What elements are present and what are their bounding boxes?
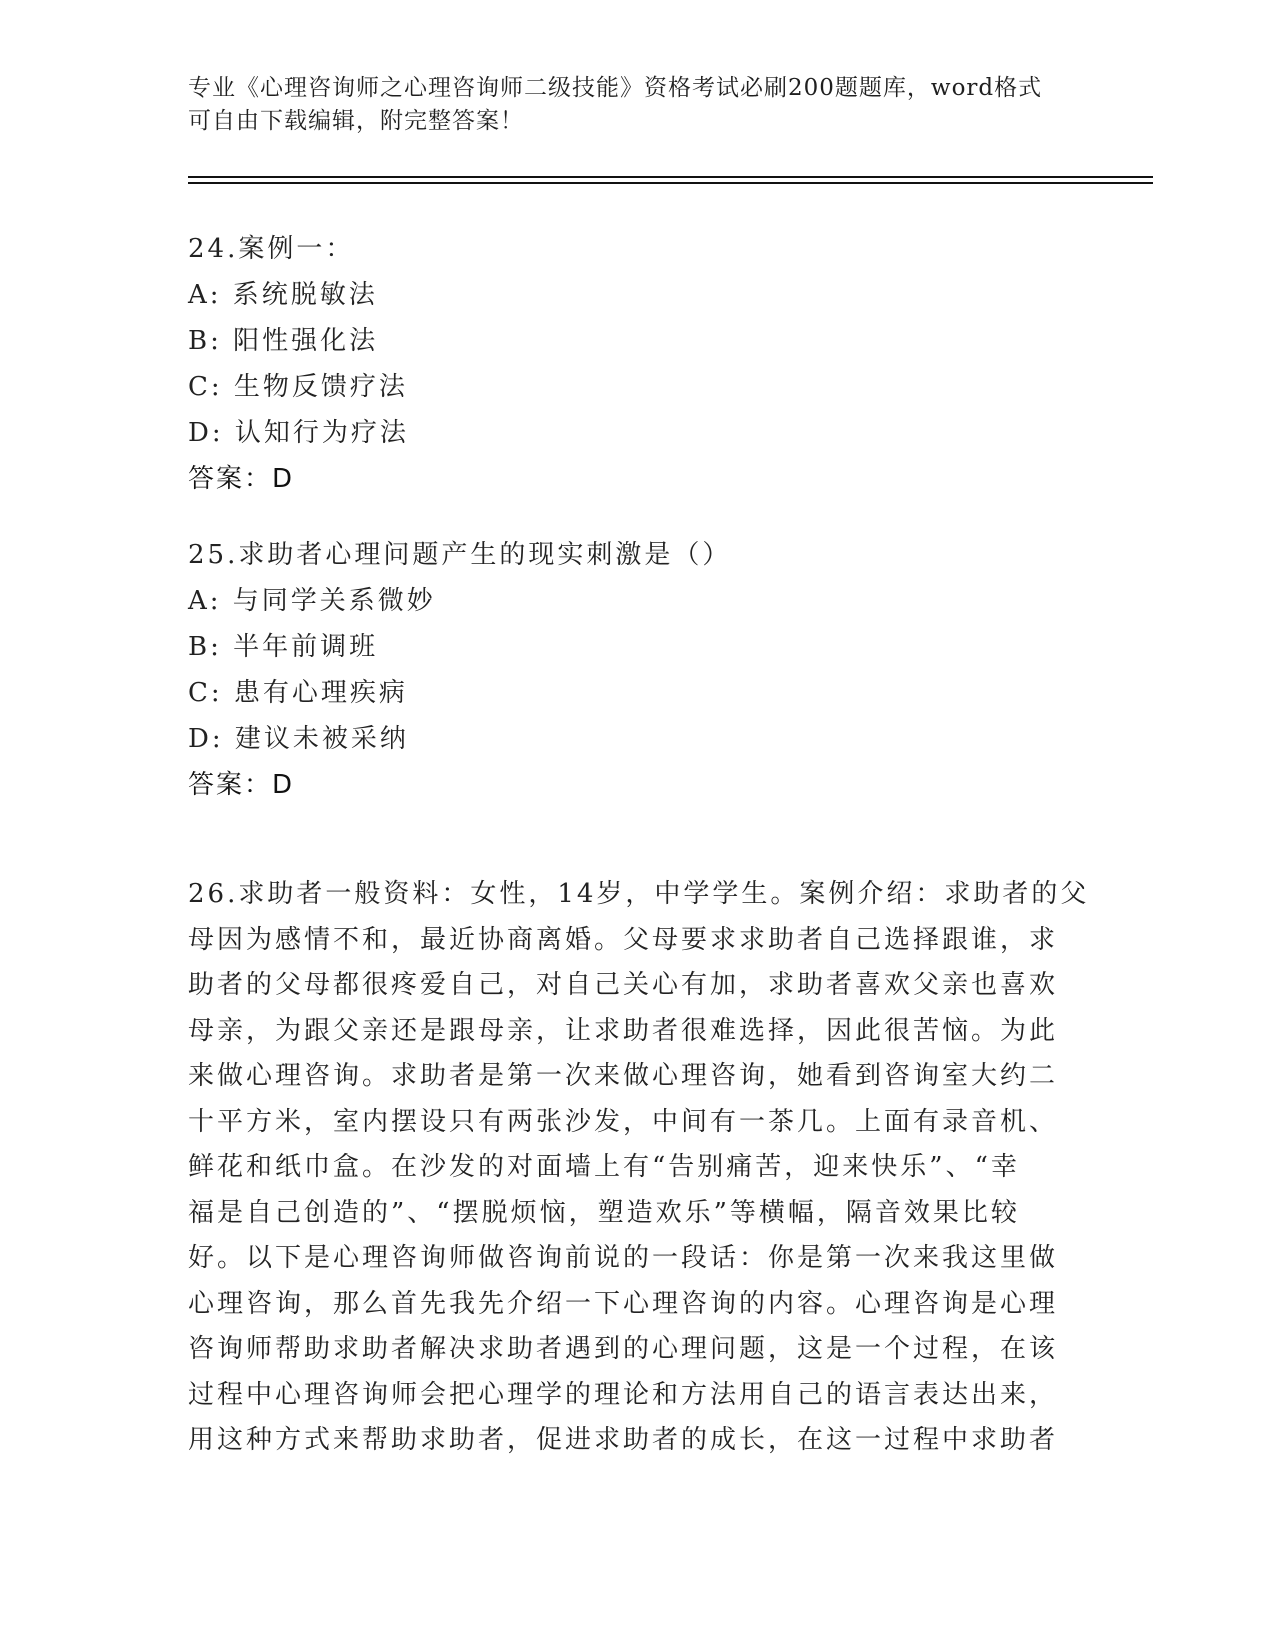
option-b: B: 半年前调班 bbox=[188, 632, 379, 662]
question-26-line: 母亲，为跟父亲还是跟母亲，让求助者很难选择，因此很苦恼。为此 bbox=[188, 1015, 1059, 1046]
option-b: B: 阳性强化法 bbox=[188, 326, 379, 356]
question-26-line: 咨询师帮助求助者解决求助者遇到的心理问题，这是一个过程，在该 bbox=[188, 1334, 1059, 1364]
option-d: D: 认知行为疗法 bbox=[188, 418, 409, 448]
question-26-line: 用这种方式来帮助求助者，促进求助者的成长，在这一过程中求助者 bbox=[188, 1425, 1059, 1455]
header-rule-bottom bbox=[188, 182, 1153, 184]
option-a: A: 与同学关系微妙 bbox=[188, 586, 436, 616]
question-26-line: 鲜花和纸巾盒。在沙发的对面墙上有“告别痛苦，迎来快乐”、“幸 bbox=[188, 1152, 1020, 1182]
question-26-line: 福是自己创造的”、“摆脱烦恼，塑造欢乐”等横幅，隔音效果比较 bbox=[188, 1197, 1020, 1228]
question-26-line: 心理咨询，那么首先我先介绍一下心理咨询的内容。心理咨询是心理 bbox=[188, 1288, 1059, 1319]
option-a: A: 系统脱敏法 bbox=[188, 280, 378, 310]
option-c: C: 患有心理疾病 bbox=[188, 678, 408, 708]
question-26-line: 26.求助者一般资料：女性，14岁，中学学生。案例介绍：求助者的父 bbox=[188, 879, 1090, 909]
question-25 bbox=[188, 532, 1088, 808]
question-26 bbox=[188, 872, 1090, 1464]
question-stem: 25.求助者心理问题产生的现实刺激是（） bbox=[188, 540, 732, 570]
question-24 bbox=[188, 226, 1088, 502]
document-header bbox=[188, 72, 1078, 138]
option-c: C: 生物反馈疗法 bbox=[188, 372, 408, 402]
header-rule-top bbox=[188, 176, 1153, 178]
question-26-line: 母因为感情不和，最近协商离婚。父母要求求助者自己选择跟谁，求 bbox=[188, 924, 1059, 955]
header-line-2: 可自由下载编辑，附完整答案！ bbox=[188, 108, 524, 134]
question-26-line: 助者的父母都很疼爱自己，对自己关心有加，求助者喜欢父亲也喜欢 bbox=[188, 970, 1059, 1000]
answer-line: 答案：D bbox=[188, 770, 295, 800]
question-stem: 24.案例一： bbox=[188, 234, 355, 264]
answer-line: 答案：D bbox=[188, 464, 295, 494]
option-d: D: 建议未被采纳 bbox=[188, 724, 409, 754]
question-26-line: 十平方米，室内摆设只有两张沙发，中间有一茶几。上面有录音机、 bbox=[188, 1106, 1059, 1137]
header-line-1: 专业《心理咨询师之心理咨询师二级技能》资格考试必刷200题题库，word格式 bbox=[188, 75, 1043, 101]
question-26-line: 好。以下是心理咨询师做咨询前说的一段话：你是第一次来我这里做 bbox=[188, 1243, 1059, 1273]
question-26-line: 来做心理咨询。求助者是第一次来做心理咨询，她看到咨询室大约二 bbox=[188, 1061, 1059, 1091]
question-26-line: 过程中心理咨询师会把心理学的理论和方法用自己的语言表达出来， bbox=[188, 1379, 1059, 1410]
